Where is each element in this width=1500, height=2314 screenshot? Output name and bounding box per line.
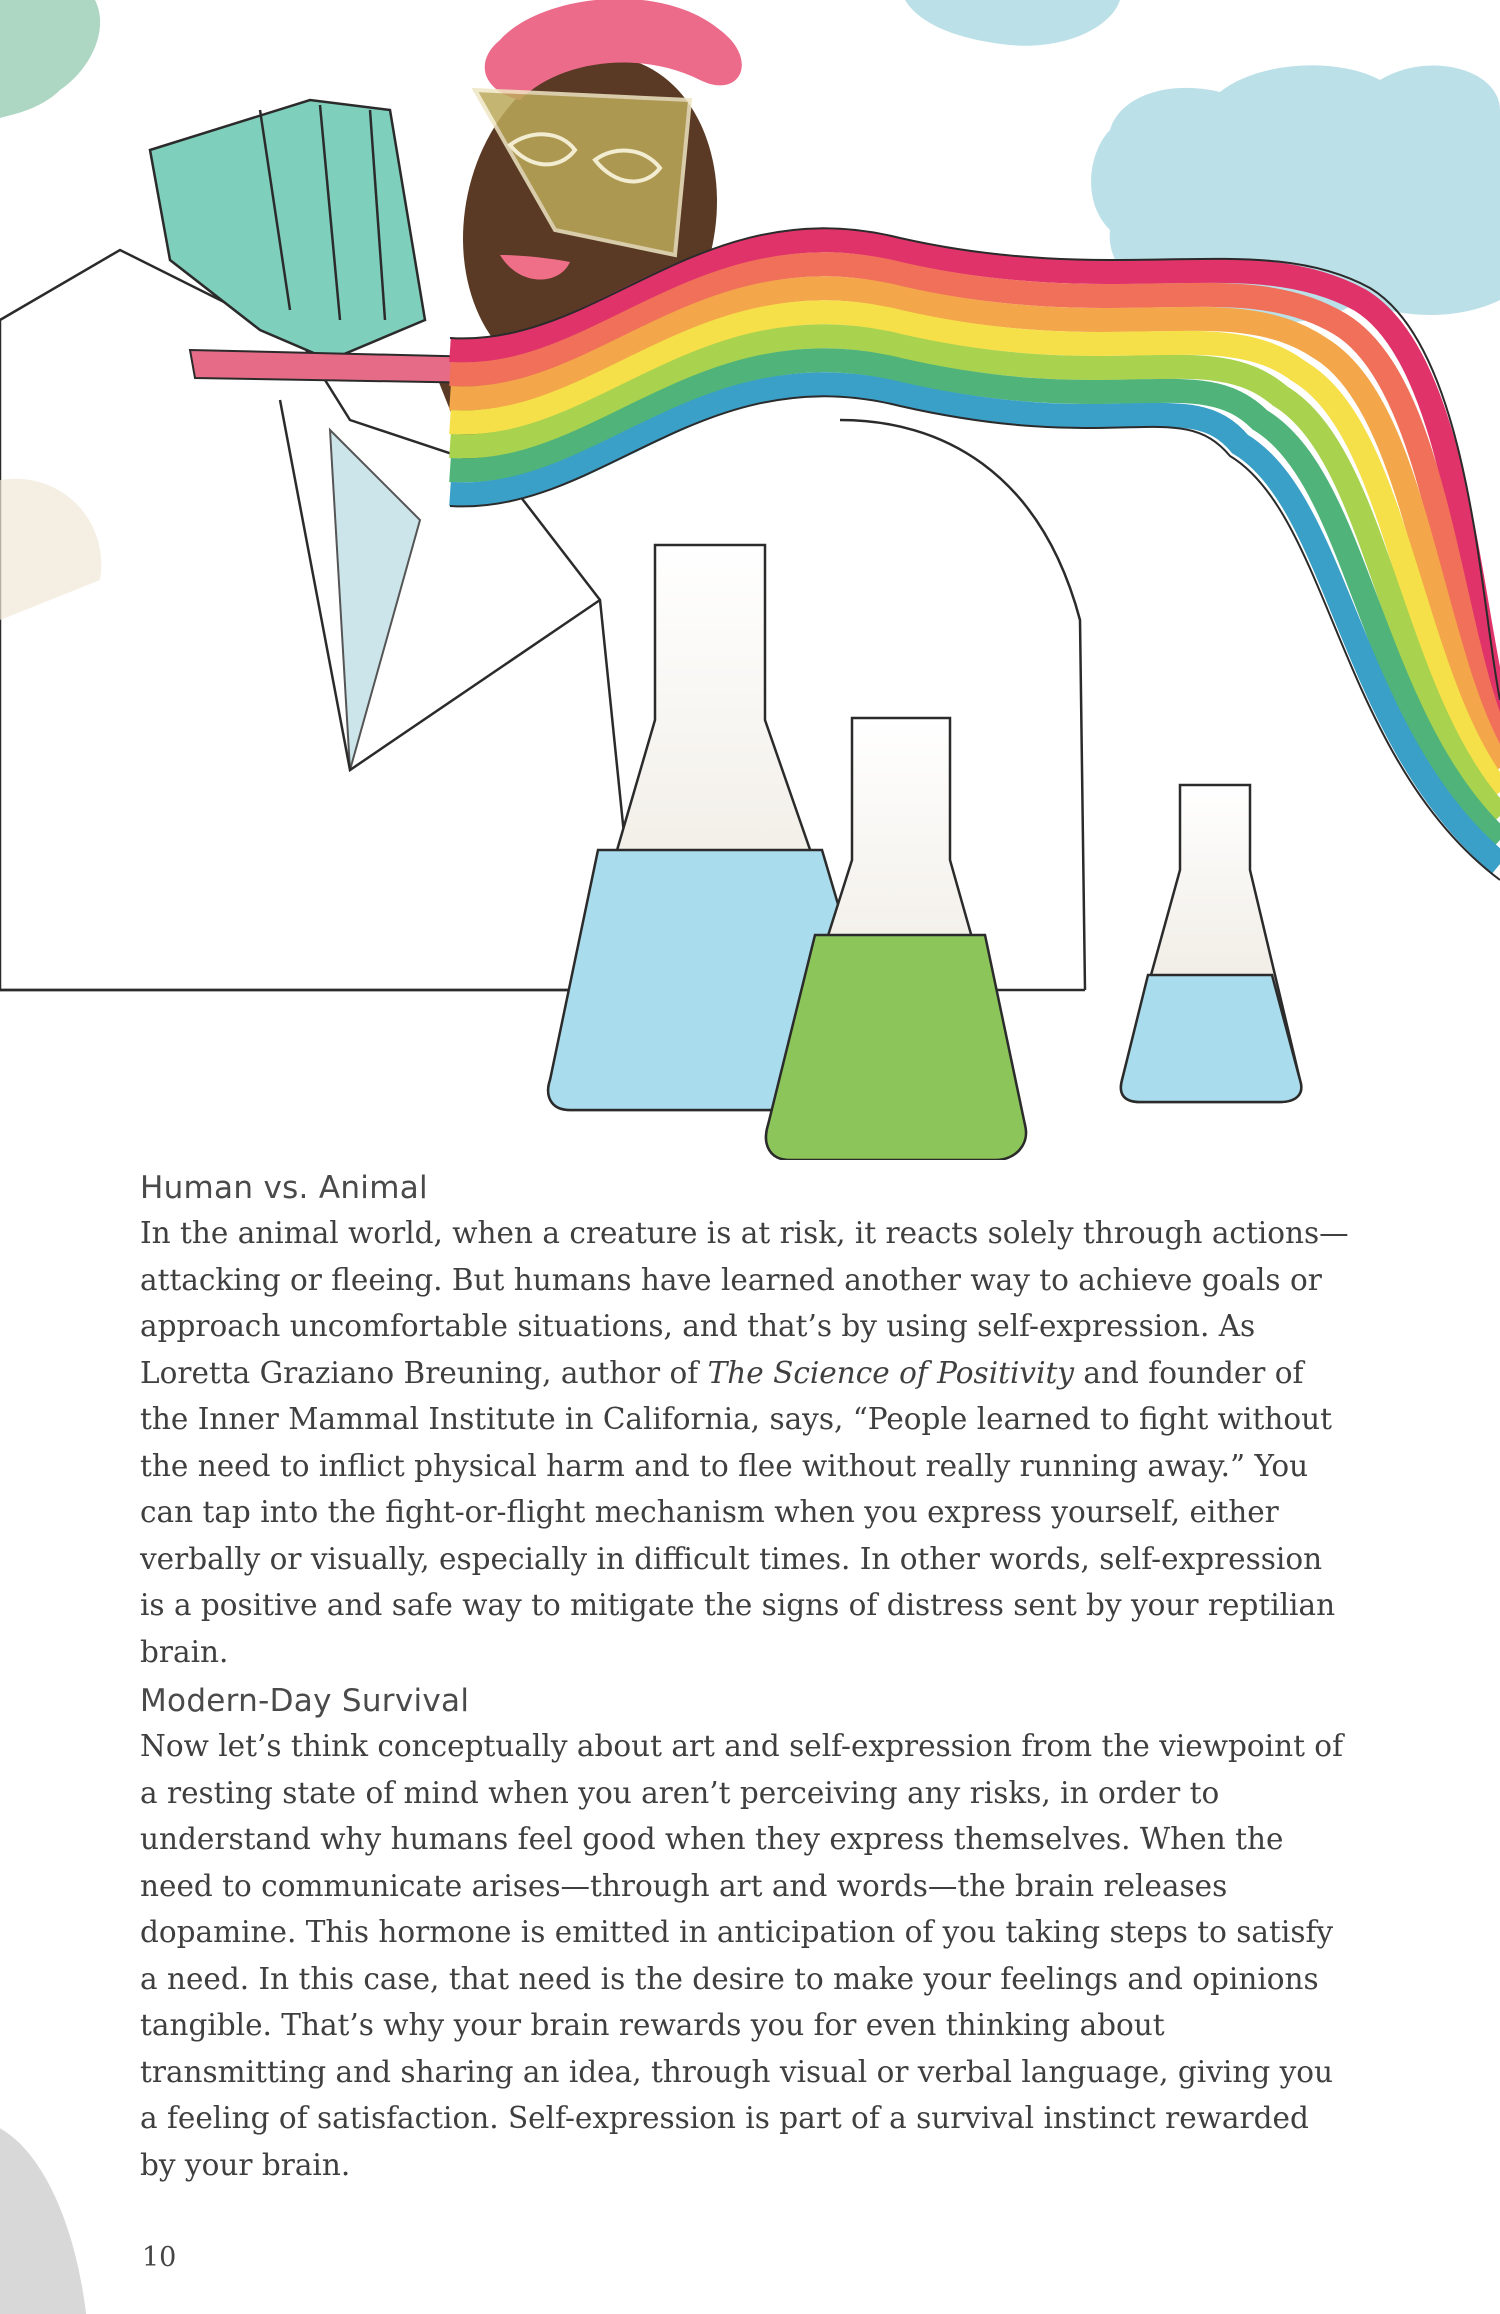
flask-small — [1121, 785, 1301, 1102]
section-body: Now let’s think conceptually about art and self-expression from the viewpoint of a resting state of mind when you aren’t perceiving any risks, in order to understand why humans feel good when they express themselves. When the need to communicate arises—through art and words—the brain releases dopamine. This hormone is emitted in anticipation of you taking steps to satisfy a need. In this case, that need is the desire to make your feelings and opinions tangible. That’s why your brain rewards you for even thinking about transmitting and sharing an idea, through visual or verbal language, giving you a feeling of satisfaction. Self-expression is part of a survival instinct rewarded by your brain. — [140, 1729, 1343, 2182]
page-number: 10 — [142, 2242, 177, 2273]
section-heading: Human vs. Animal — [140, 1170, 428, 1206]
book-title: The Science of Positivity — [707, 1355, 1075, 1390]
page-edge-shadow — [0, 2120, 90, 2314]
body-text-part-1: In the animal world, when a creature is at risk, it reacts solely through actions—attacking or fleeing. But humans have learned another way to achieve goals or approach uncomfortable situations, and that’s by using self-expression. As Loretta Graziano Breuning, author of — [140, 1216, 1349, 1390]
section-human-vs-animal — [140, 1170, 1350, 1675]
body-text-part-2: and founder of the Inner Mammal Institute in California, says, “People learned to fight without the need to inflict physical harm and to flee without really running away.” You can tap into the fight-or-flight mechanism when you express yourself, either verbally or visually, especially in difficult times. In other words, self-expression is a positive and safe way to mitigate the signs of distress sent by your reptilian brain. — [140, 1355, 1336, 1669]
section-body — [140, 1210, 1350, 1675]
section-heading: Modern-Day Survival — [140, 1683, 470, 1719]
section-modern-day-survival — [140, 1683, 1350, 2188]
cloud-top-left — [0, 0, 100, 118]
cloud-top-right — [905, 0, 1120, 46]
